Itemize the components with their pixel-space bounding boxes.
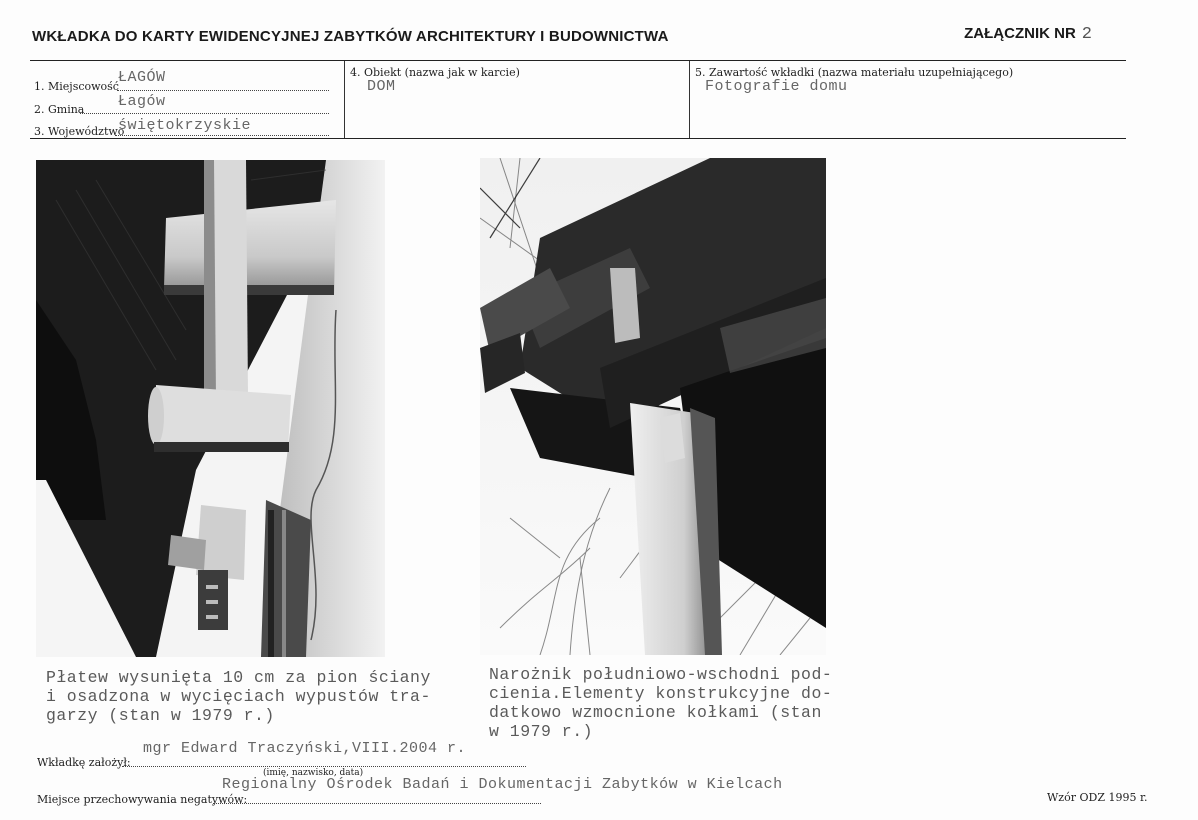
gmina-label: 2. Gmina bbox=[34, 103, 85, 116]
founder-label: Wkładkę założył: bbox=[37, 756, 131, 769]
founder-dots bbox=[122, 756, 526, 767]
caption-line: w 1979 r.) bbox=[489, 722, 594, 741]
photo-corner-caption bbox=[489, 665, 832, 741]
photo-corner bbox=[480, 158, 826, 655]
form-title: WKŁADKA DO KARTY EWIDENCYJNEJ ZABYTKÓW ARCHITEKTURY I BUDOWNICTWA bbox=[32, 28, 669, 45]
wojewodztwo-value: świętokrzyskie bbox=[118, 117, 252, 134]
caption-line: Płatew wysunięta 10 cm za pion ściany bbox=[46, 668, 431, 687]
storage-value: Regionalny Ośrodek Badań i Dokumentacji Zabytków w Kielcach bbox=[222, 776, 783, 793]
storage-label: Miejsce przechowywania negatywów: bbox=[37, 793, 248, 806]
founder-value: mgr Edward Traczyński,VIII.2004 r. bbox=[143, 740, 467, 757]
zawartosc-label: 5. Zawartość wkładki (nazwa materiału uzupełniającego) bbox=[695, 66, 1014, 79]
photo-corner-image bbox=[480, 158, 826, 655]
miejscowosc-label: 1. Miejscowość bbox=[34, 80, 119, 93]
attachment-label: ZAŁĄCZNIK NR bbox=[964, 25, 1076, 42]
obiekt-label: 4. Obiekt (nazwa jak w karcie) bbox=[350, 66, 520, 79]
column-divider-1 bbox=[344, 61, 345, 138]
zawartosc-value: Fotografie domu bbox=[705, 78, 848, 95]
photo-purlin-caption bbox=[46, 668, 431, 725]
photo-purlin-image bbox=[36, 160, 385, 657]
obiekt-value: DOM bbox=[367, 78, 396, 95]
attachment-number: 2 bbox=[1081, 25, 1092, 44]
wojewodztwo-label: 3. Województwo bbox=[34, 125, 125, 138]
caption-line: i osadzona w wycięciach wypustów tra- bbox=[46, 687, 431, 706]
column-divider-2 bbox=[689, 61, 690, 138]
founder-hint: (imię, nazwisko, data) bbox=[263, 768, 364, 778]
storage-dots bbox=[213, 793, 541, 804]
attachment-heading bbox=[964, 25, 1092, 44]
caption-line: garzy (stan w 1979 r.) bbox=[46, 706, 275, 725]
caption-line: Narożnik południowo-wschodni pod- bbox=[489, 665, 833, 684]
caption-line: datkowo wzmocnione kołkami (stan bbox=[489, 703, 822, 722]
header-top-rule bbox=[30, 60, 1126, 61]
gmina-value: Łagów bbox=[118, 93, 166, 110]
photo-purlin bbox=[36, 160, 385, 657]
header-bottom-rule bbox=[30, 138, 1126, 139]
form-template-note: Wzór ODZ 1995 r. bbox=[1047, 791, 1148, 804]
miejscowosc-value: ŁAGÓW bbox=[118, 69, 166, 86]
caption-line: cienia.Elementy konstrukcyjne do- bbox=[489, 684, 833, 703]
